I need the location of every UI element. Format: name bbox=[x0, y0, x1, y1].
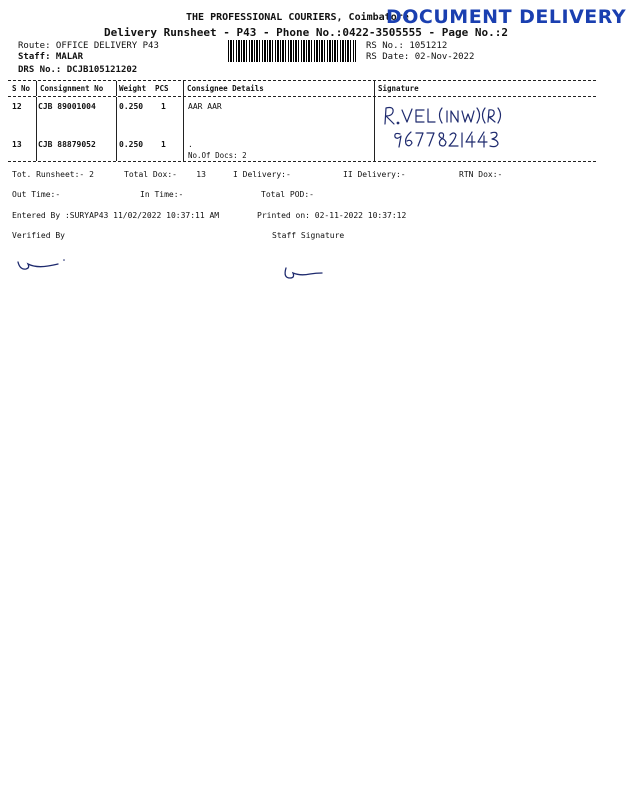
table-row-weight: 0.250 bbox=[119, 140, 144, 149]
table-row-consignee: AAR AAR bbox=[188, 102, 222, 111]
document-delivery-stamp: DOCUMENT DELIVERY bbox=[386, 6, 626, 28]
drs-number: DRS No.: DCJB105121202 bbox=[18, 65, 138, 75]
staff-label: Staff: MALAR bbox=[18, 52, 84, 62]
table-row-sno: 12 bbox=[12, 102, 22, 111]
col-divider bbox=[183, 97, 184, 161]
table-row-pcs: 1 bbox=[161, 102, 166, 111]
staff-initials bbox=[280, 264, 340, 284]
table-bottom-divider bbox=[8, 161, 596, 162]
col-divider bbox=[374, 97, 375, 161]
table-row-consignment: CJB 89001004 bbox=[38, 102, 96, 111]
table-row-sno: 13 bbox=[12, 140, 22, 149]
first-delivery: I Delivery:- bbox=[233, 170, 291, 179]
barcode bbox=[228, 40, 356, 62]
staff-signature-label: Staff Signature bbox=[272, 231, 345, 240]
col-divider bbox=[374, 81, 375, 96]
col-header-consignment: Consignment No bbox=[40, 84, 104, 93]
col-header-sno: S No bbox=[12, 84, 31, 93]
runsheet-title: Delivery Runsheet - P43 - Phone No.:0422-3505555 - Page No.:2 bbox=[104, 26, 508, 39]
table-top-divider bbox=[8, 80, 596, 81]
total-dox: Total Dox:- 13 bbox=[124, 170, 206, 179]
total-pod: Total POD:- bbox=[261, 190, 314, 199]
table-row-consignment: CJB 88879052 bbox=[38, 140, 96, 149]
verified-by-label: Verified By bbox=[12, 231, 65, 240]
col-divider bbox=[116, 81, 117, 96]
col-divider bbox=[183, 81, 184, 96]
table-row-consignee: . bbox=[188, 140, 193, 149]
table-row-weight: 0.250 bbox=[119, 102, 144, 111]
col-header-pcs: PCS bbox=[155, 84, 169, 93]
in-time: In Time:- bbox=[140, 190, 184, 199]
rtn-dox: RTN Dox:- bbox=[459, 170, 503, 179]
handwritten-signature bbox=[380, 102, 530, 152]
out-time: Out Time:- bbox=[12, 190, 61, 199]
table-header-divider bbox=[8, 96, 596, 97]
company-name: THE PROFESSIONAL COURIERS, Coimbatore bbox=[186, 12, 409, 23]
col-header-consignee: Consignee Details bbox=[187, 84, 264, 93]
rs-date: RS Date: 02-Nov-2022 bbox=[366, 52, 475, 62]
col-divider bbox=[36, 81, 37, 96]
entered-by: Entered By :SURYAP43 11/02/2022 10:37:11 AM bbox=[12, 211, 220, 220]
second-delivery: II Delivery:- bbox=[343, 170, 406, 179]
col-divider bbox=[36, 97, 37, 161]
printed-on: Printed on: 02-11-2022 10:37:12 bbox=[257, 211, 407, 220]
rs-number: RS No.: 1051212 bbox=[366, 41, 448, 51]
col-divider bbox=[116, 97, 117, 161]
col-header-signature: Signature bbox=[378, 84, 419, 93]
col-header-weight: Weight bbox=[119, 84, 147, 93]
route-label: Route: OFFICE DELIVERY P43 bbox=[18, 41, 159, 51]
table-row-pcs: 1 bbox=[161, 140, 166, 149]
verifier-initials bbox=[14, 256, 74, 276]
no-of-docs: No.Of Docs: 2 bbox=[188, 151, 247, 160]
tot-runsheet: Tot. Runsheet:- 2 bbox=[12, 170, 94, 179]
